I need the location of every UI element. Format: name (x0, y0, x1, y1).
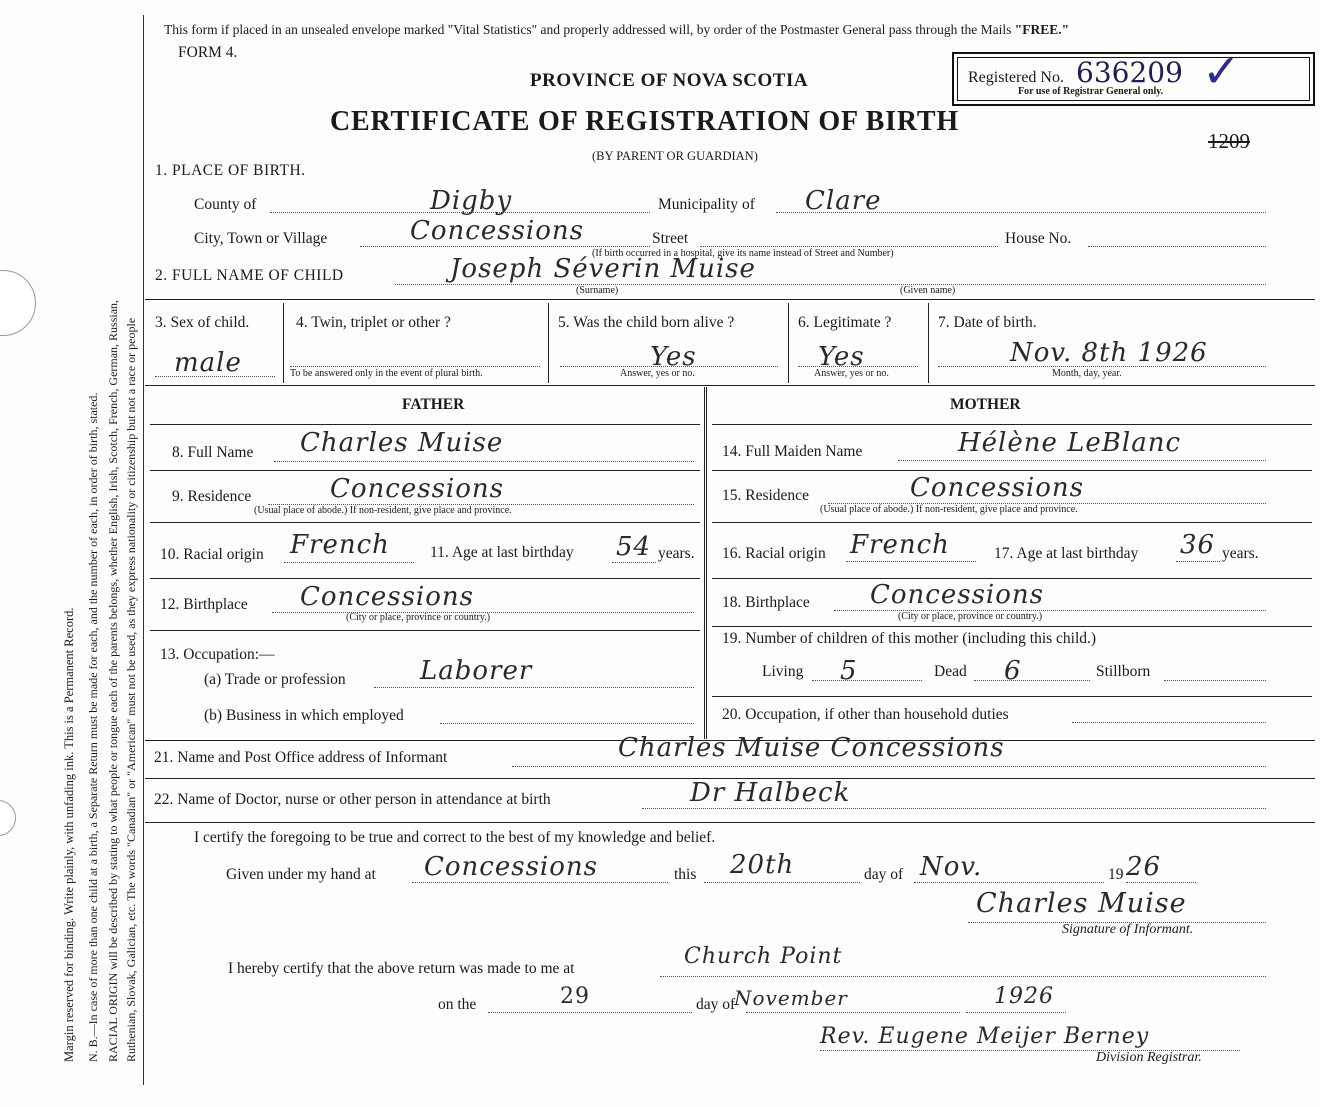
county-value: Digby (430, 186, 513, 216)
registrar-note: For use of Registrar General only. (1018, 86, 1164, 97)
sex-line (155, 376, 275, 377)
father-rule-4 (150, 630, 700, 631)
margin-note-multiple-births: N. B.—In case of more than one child at a birth, a Separate Return must be made for each, and the number of each, in order of birth, stated. (86, 392, 100, 1062)
registrar-signature: Rev. Eugene Meijer Berney (820, 1024, 1150, 1049)
mother-rule-3 (712, 578, 1312, 579)
city-label: City, Town or Village (194, 230, 328, 247)
father-heading: FATHER (402, 396, 465, 413)
registrar-year-line (966, 1012, 1066, 1013)
living-line (812, 680, 922, 681)
divider-v-4 (928, 303, 929, 383)
doctor-line (642, 808, 1266, 809)
municipality-value: Clare (805, 186, 882, 216)
twin-line (290, 366, 540, 367)
registrar-year-value: 1926 (994, 984, 1054, 1009)
margin-note-racial-origin-2: Ruthenian, Slovak, Galician, etc. The words "Canadian" or "American" must not be used, as they express nationality or citizenship but not a race or people (124, 317, 138, 1062)
divider-2 (145, 385, 1315, 386)
street-line (700, 246, 998, 247)
father-name-value: Charles Muise (300, 428, 504, 458)
mother-rule-1 (712, 470, 1312, 471)
mother-residence-label: 15. Residence (722, 487, 809, 504)
registrar-place-line (660, 976, 1266, 977)
stamp-number: 1209 (1208, 129, 1250, 153)
given-place-value: Concessions (424, 852, 598, 882)
father-name-line (274, 461, 694, 462)
registrar-statement: I hereby certify that the above return was made to me at (228, 960, 575, 977)
father-rule-1 (150, 470, 700, 471)
year-prefix: 19 (1108, 866, 1124, 883)
given-day-line (704, 882, 860, 883)
mother-heading: MOTHER (950, 396, 1021, 413)
dead-value: 6 (1004, 656, 1022, 686)
mother-age-value: 36 (1180, 530, 1216, 560)
alive-line (560, 366, 778, 367)
mother-birthplace-label: 18. Birthplace (722, 594, 810, 611)
stillborn-line (1164, 680, 1266, 681)
mother-residence-value: Concessions (910, 473, 1084, 503)
father-rule-3 (150, 578, 700, 579)
page-subtitle: (BY PARENT OR GUARDIAN) (592, 149, 758, 163)
mother-rule-4 (712, 626, 1312, 627)
stillborn-label: Stillborn (1096, 663, 1151, 680)
mother-name-line (898, 460, 1266, 461)
informant-line (512, 766, 1266, 767)
day-of-label: day of (864, 866, 904, 883)
division-registrar-label: Division Registrar. (1096, 1050, 1202, 1065)
informant-signature: Charles Muise (976, 888, 1187, 919)
free-label: "FREE." (1014, 22, 1070, 37)
divider-1 (145, 299, 1315, 300)
postal-notice (164, 22, 1069, 38)
given-year-line (1126, 882, 1196, 883)
father-birthplace-value: Concessions (300, 582, 474, 612)
father-race-label: 10. Racial origin (160, 546, 264, 563)
informant-value: Charles Muise Concessions (618, 733, 1005, 763)
mother-residence-note: (Usual place of abode.) If non-resident, give place and province. (820, 504, 1078, 515)
dead-label: Dead (934, 663, 967, 680)
given-name-note: (Given name) (900, 285, 956, 296)
father-trade-label: (a) Trade or profession (204, 671, 346, 688)
given-under-label: Given under my hand at (226, 866, 376, 883)
mother-birthplace-value: Concessions (870, 580, 1044, 610)
on-the-label: on the (438, 996, 477, 1013)
mother-birthplace-note: (City or place, province or country.) (898, 611, 1043, 622)
father-residence-value: Concessions (330, 474, 504, 504)
father-age-value: 54 (616, 532, 652, 562)
dob-note: Month, day, year. (1052, 368, 1122, 379)
margin-rule (143, 15, 144, 1085)
given-place-line (412, 882, 668, 883)
city-value: Concessions (410, 216, 584, 246)
legitimate-label: 6. Legitimate ? (798, 314, 892, 331)
father-race-value: French (290, 530, 390, 560)
place-of-birth-heading: 1. PLACE OF BIRTH. (155, 162, 306, 179)
father-occupation-label: 13. Occupation:— (160, 646, 275, 663)
house-line (1088, 246, 1266, 247)
house-label: House No. (1005, 230, 1072, 247)
alive-value: Yes (650, 342, 697, 372)
postal-notice-text: This form if placed in an unsealed envelope marked "Vital Statistics" and properly addressed will, by order of the Postmaster General pass through the Mails (164, 22, 1012, 37)
twin-label: 4. Twin, triplet or other ? (296, 314, 451, 331)
living-value: 5 (840, 656, 858, 686)
given-year-value: 26 (1126, 852, 1162, 882)
dead-line (974, 680, 1090, 681)
informant-label: 21. Name and Post Office address of Informant (154, 749, 448, 766)
father-race-line (284, 562, 414, 563)
registrar-day-line (488, 1012, 692, 1013)
street-label: Street (652, 230, 689, 247)
mother-age-line (1176, 561, 1220, 562)
mother-rule-5 (712, 696, 1312, 697)
province-heading: PROVINCE OF NOVA SCOTIA (530, 70, 809, 91)
binding-hole-bottom (0, 800, 16, 836)
father-trade-line (374, 687, 694, 688)
father-business-label: (b) Business in which employed (204, 707, 404, 724)
registrar-day-value: 29 (560, 984, 590, 1009)
given-day-value: 20th (730, 850, 795, 880)
father-rule-2 (150, 522, 700, 523)
child-name-label: 2. FULL NAME OF CHILD (155, 267, 344, 284)
father-birthplace-label: 12. Birthplace (160, 596, 248, 613)
given-month-line (914, 882, 1104, 883)
mother-name-value: Hélène LeBlanc (958, 428, 1182, 458)
parents-divider (704, 387, 707, 739)
check-mark-icon: ✓ (1202, 44, 1241, 98)
divider-v-2 (548, 303, 549, 383)
dob-line (938, 366, 1266, 367)
legitimate-line (798, 366, 918, 367)
mother-years-label: years. (1222, 545, 1259, 562)
divider-v-1 (283, 303, 284, 383)
binding-hole-top (0, 270, 36, 336)
father-heading-rule (150, 424, 700, 425)
mother-race-line (846, 561, 976, 562)
living-label: Living (762, 663, 804, 680)
father-residence-label: 9. Residence (172, 488, 252, 505)
mother-occupation-line (1072, 722, 1266, 723)
father-business-line (440, 723, 694, 724)
alive-label: 5. Was the child born alive ? (558, 314, 735, 331)
county-label: County of (194, 196, 257, 213)
mother-rule-2 (712, 522, 1312, 523)
signature-of-informant-label: Signature of Informant. (1062, 922, 1194, 937)
legitimate-value: Yes (818, 342, 865, 372)
doctor-value: Dr Halbeck (690, 778, 851, 808)
margin-note-binding: Margin reserved for binding. Write plainly, with unfading ink. This is a Permanent Record. (62, 607, 76, 1062)
child-name-line (395, 284, 1266, 285)
hospital-note: (If birth occurred in a hospital, give its name instead of Street and Number) (592, 248, 894, 259)
doctor-label: 22. Name of Doctor, nurse or other person in attendance at birth (154, 791, 551, 808)
registrar-place-value: Church Point (684, 944, 843, 969)
father-residence-note: (Usual place of abode.) If non-resident, give place and province. (254, 505, 512, 516)
registered-label: Registered No. (968, 69, 1064, 86)
mother-race-label: 16. Racial origin (722, 545, 826, 562)
divider-v-3 (788, 303, 789, 383)
father-trade-value: Laborer (420, 656, 533, 686)
margin-note-racial-origin: RACIAL ORIGIN will be described by stating to what people or tongue each of the parents belongs, whether English, Irish, Scotch, French, German, Russian, (106, 299, 120, 1062)
father-years-label: years. (658, 545, 695, 562)
registered-number: 636209 (1076, 56, 1183, 89)
mother-name-label: 14. Full Maiden Name (722, 443, 863, 460)
father-age-label: 11. Age at last birthday (430, 544, 574, 561)
mother-heading-rule (712, 424, 1312, 425)
divider-5 (145, 822, 1315, 823)
alive-note: Answer, yes or no. (620, 368, 695, 379)
registrar-month-value: November (734, 986, 848, 1010)
father-age-line (612, 562, 656, 563)
children-count-label: 19. Number of children of this mother (including this child.) (722, 630, 1097, 647)
given-month-value: Nov. (920, 852, 983, 882)
mother-occupation-label: 20. Occupation, if other than household duties (722, 706, 1009, 723)
dob-value: Nov. 8th 1926 (1010, 338, 1208, 368)
form-number: FORM 4. (178, 44, 238, 61)
surname-note: (Surname) (576, 285, 619, 296)
twin-note: To be answered only in the event of plural birth. (290, 368, 483, 379)
child-name-value: Joseph Séverin Muise (450, 254, 756, 284)
mother-age-label: 17. Age at last birthday (994, 545, 1139, 562)
legitimate-note: Answer, yes or no. (814, 368, 889, 379)
sex-label: 3. Sex of child. (155, 314, 250, 331)
mother-race-value: French (850, 530, 950, 560)
registrar-day-of-label: day of (696, 996, 736, 1013)
registrar-month-line (746, 1012, 960, 1013)
father-birthplace-note: (City or place, province or country.) (346, 612, 491, 623)
certify-statement: I certify the foregoing to be true and correct to the best of my knowledge and belief. (194, 829, 716, 846)
dob-label: 7. Date of birth. (938, 314, 1037, 331)
father-name-label: 8. Full Name (172, 444, 254, 461)
this-label: this (674, 866, 697, 883)
city-line (360, 246, 650, 247)
municipality-label: Municipality of (658, 196, 755, 213)
page-title: CERTIFICATE OF REGISTRATION OF BIRTH (330, 106, 959, 137)
sex-value: male (174, 348, 242, 378)
